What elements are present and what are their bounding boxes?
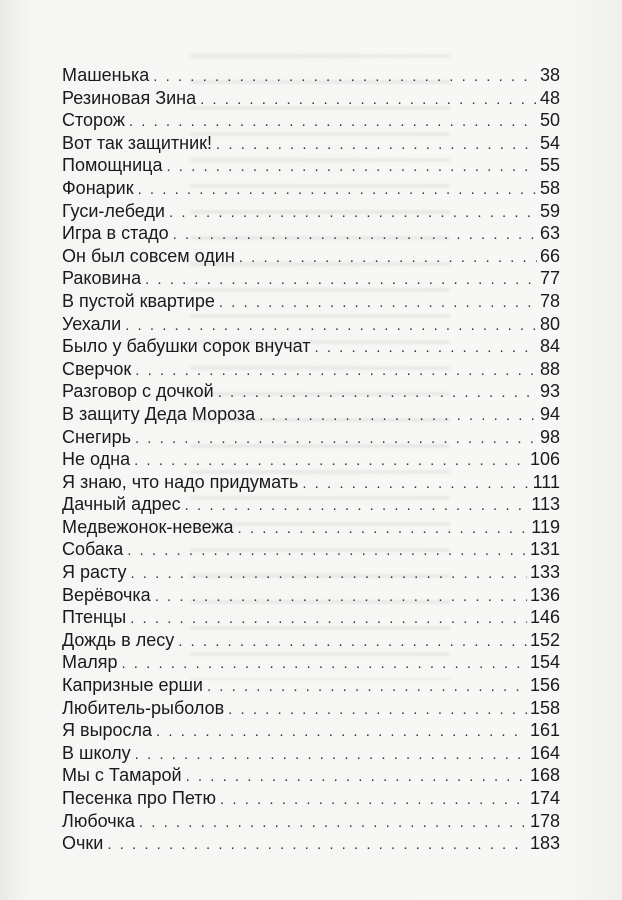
dot-leader: [135, 744, 527, 767]
dot-leader: [238, 518, 529, 541]
toc-entry: [62, 787, 560, 810]
toc-entry-page-number: 98: [539, 426, 560, 447]
toc-entry: [62, 380, 560, 403]
toc-entry-page-number: 133: [529, 562, 560, 583]
toc-entry-title: Я расту: [62, 562, 127, 583]
toc-entry-title: Фонарик: [62, 177, 134, 198]
toc-entry-page-number: 77: [539, 268, 560, 289]
toc-entry: [62, 87, 560, 110]
dot-leader: [315, 337, 537, 360]
toc-entry: [62, 132, 560, 155]
toc-entry-page-number: 66: [539, 245, 560, 266]
toc-entry-page-number: 106: [529, 449, 560, 470]
toc-entry-page-number: 164: [529, 742, 560, 763]
toc-entry-page-number: 78: [539, 290, 560, 311]
dot-leader: [186, 766, 527, 789]
toc-entry: [62, 719, 560, 742]
dot-leader: [121, 653, 526, 676]
toc-entry-title: Песенка про Петю: [62, 788, 217, 808]
toc-entry: [62, 245, 560, 268]
toc-entry-page-number: 136: [529, 584, 560, 605]
toc-entry-title: Помощница: [62, 155, 163, 176]
dot-leader: [153, 66, 537, 89]
toc-entry-page-number: 80: [539, 313, 560, 334]
toc-entry-title: В защиту Деда Мороза: [62, 403, 256, 424]
toc-entry-title: Медвежонок-невежа: [62, 516, 234, 537]
toc-entry: [62, 313, 560, 336]
toc-entry-page-number: 146: [529, 607, 560, 628]
toc-entry-page-number: 168: [529, 765, 560, 786]
dot-leader: [239, 247, 537, 270]
toc-entry-page-number: 111: [532, 471, 560, 492]
toc-entry-title: Я знаю, что надо придумать: [62, 471, 299, 492]
dot-leader: [138, 179, 537, 202]
dot-leader: [228, 699, 527, 722]
toc-entry: [62, 516, 560, 539]
toc-entry-title: Очки: [62, 833, 104, 854]
toc-entry-title: Сверчок: [62, 358, 132, 379]
toc-entry-page-number: 152: [529, 629, 560, 650]
toc-entry: [62, 674, 560, 697]
toc-entry: [62, 584, 560, 607]
toc-entry: [62, 629, 560, 652]
toc-entry-page-number: 156: [529, 675, 560, 696]
toc-entry-page-number: 48: [539, 87, 560, 108]
dot-leader: [107, 834, 527, 857]
dot-leader: [130, 563, 526, 586]
toc-entry-title: Птенцы: [62, 607, 127, 628]
toc-entry: [62, 742, 560, 765]
toc-entry-title: Он был совсем один: [62, 245, 235, 266]
toc-entry: [62, 493, 560, 516]
toc-entry-page-number: 161: [529, 720, 560, 741]
dot-leader: [219, 292, 537, 315]
toc-entry: [62, 606, 560, 629]
toc-entry: [62, 764, 560, 787]
toc-entry-title: Было у бабушки сорок внучат: [62, 336, 311, 357]
toc-entry: [62, 177, 560, 200]
toc-entry: [62, 222, 560, 245]
toc-entry: [62, 426, 560, 449]
toc-entry-title: Дачный адрес: [62, 494, 181, 515]
toc-entry-title: Сторож: [62, 110, 125, 131]
toc-entry-page-number: 93: [539, 381, 560, 402]
toc-entry-page-number: 94: [539, 403, 560, 424]
toc-entry-title: Дождь в лесу: [62, 629, 175, 650]
toc-entry-page-number: 154: [529, 652, 560, 673]
dot-leader: [155, 586, 527, 609]
dot-leader: [156, 721, 527, 744]
toc-entry: [62, 290, 560, 313]
toc-entry: [62, 267, 560, 290]
dot-leader: [125, 315, 537, 338]
toc-entry-title: Раковина: [62, 268, 142, 289]
toc-entry-page-number: 174: [529, 788, 560, 808]
toc-entry: [62, 471, 560, 494]
dot-leader: [135, 360, 537, 383]
toc-entry: [62, 448, 560, 471]
toc-entry: [62, 697, 560, 720]
dot-leader: [207, 676, 527, 699]
toc-entry: [62, 538, 560, 561]
table-of-contents: [62, 64, 560, 855]
toc-entry-title: В пустой квартире: [62, 290, 215, 311]
toc-entry: [62, 335, 560, 358]
toc-entry: [62, 651, 560, 674]
toc-entry: [62, 200, 560, 223]
dot-leader: [178, 631, 527, 654]
toc-entry-title: Собака: [62, 539, 124, 560]
toc-entry: [62, 154, 560, 177]
toc-entry-title: Игра в стадо: [62, 223, 169, 244]
toc-entry-title: Маляр: [62, 652, 118, 673]
toc-entry: [62, 561, 560, 584]
toc-entry-title: Уехали: [62, 313, 122, 334]
toc-entry-page-number: 119: [531, 516, 560, 537]
dot-leader: [173, 224, 537, 247]
toc-entry-title: Снегирь: [62, 426, 131, 447]
toc-entry-title: Гуси-лебеди: [62, 200, 165, 221]
toc-entry-page-number: 38: [539, 65, 560, 85]
toc-entry-page-number: 183: [529, 833, 560, 854]
dot-leader: [169, 202, 537, 225]
toc-entry-page-number: 131: [529, 539, 560, 560]
toc-entry-page-number: 84: [539, 336, 560, 357]
dot-leader: [218, 382, 537, 405]
toc-entry-title: Любочка: [62, 810, 135, 831]
dot-leader: [139, 812, 527, 835]
toc-entry: [62, 358, 560, 381]
toc-entry-title: Капризные ерши: [62, 675, 203, 696]
toc-entry-page-number: 63: [539, 223, 560, 244]
dot-leader: [216, 134, 537, 157]
dot-leader: [145, 269, 537, 292]
toc-entry-page-number: 59: [539, 200, 560, 221]
toc-entry-title: Резиновая Зина: [62, 87, 197, 108]
toc-entry: [62, 810, 560, 833]
dot-leader: [200, 89, 537, 112]
dot-leader: [135, 428, 537, 451]
dot-leader: [220, 789, 527, 812]
toc-entry-title: Любитель-рыболов: [62, 697, 225, 718]
dot-leader: [166, 156, 537, 179]
toc-entry-title: Вот так защитник!: [62, 132, 213, 153]
toc-entry-page-number: 55: [539, 155, 560, 176]
dot-leader: [130, 608, 527, 631]
dot-leader: [127, 540, 527, 563]
dot-leader: [129, 111, 537, 134]
toc-entry-page-number: 54: [539, 132, 560, 153]
toc-entry-title: Я выросла: [62, 720, 153, 741]
toc-entry: [62, 64, 560, 87]
toc-entry-title: Не одна: [62, 449, 131, 470]
dot-leader: [259, 405, 537, 428]
toc-entry-page-number: 50: [539, 110, 560, 131]
toc-entry-title: Верёвочка: [62, 584, 151, 605]
toc-entry-page-number: 58: [539, 177, 560, 198]
toc-entry-page-number: 178: [529, 810, 560, 831]
toc-entry-title: Разговор с дочкой: [62, 381, 214, 402]
toc-entry: [62, 109, 560, 132]
toc-entry-page-number: 88: [539, 358, 560, 379]
toc-entry: [62, 403, 560, 426]
toc-entry-page-number: 158: [529, 697, 560, 718]
toc-entry: [62, 832, 560, 855]
toc-entry-title: Мы с Тамарой: [62, 765, 182, 786]
dot-leader: [185, 495, 529, 518]
toc-entry-title: В школу: [62, 742, 131, 763]
dot-leader: [134, 450, 527, 473]
toc-entry-page-number: 113: [531, 494, 560, 515]
dot-leader: [302, 473, 529, 496]
toc-entry-title: Машенька: [62, 65, 150, 85]
